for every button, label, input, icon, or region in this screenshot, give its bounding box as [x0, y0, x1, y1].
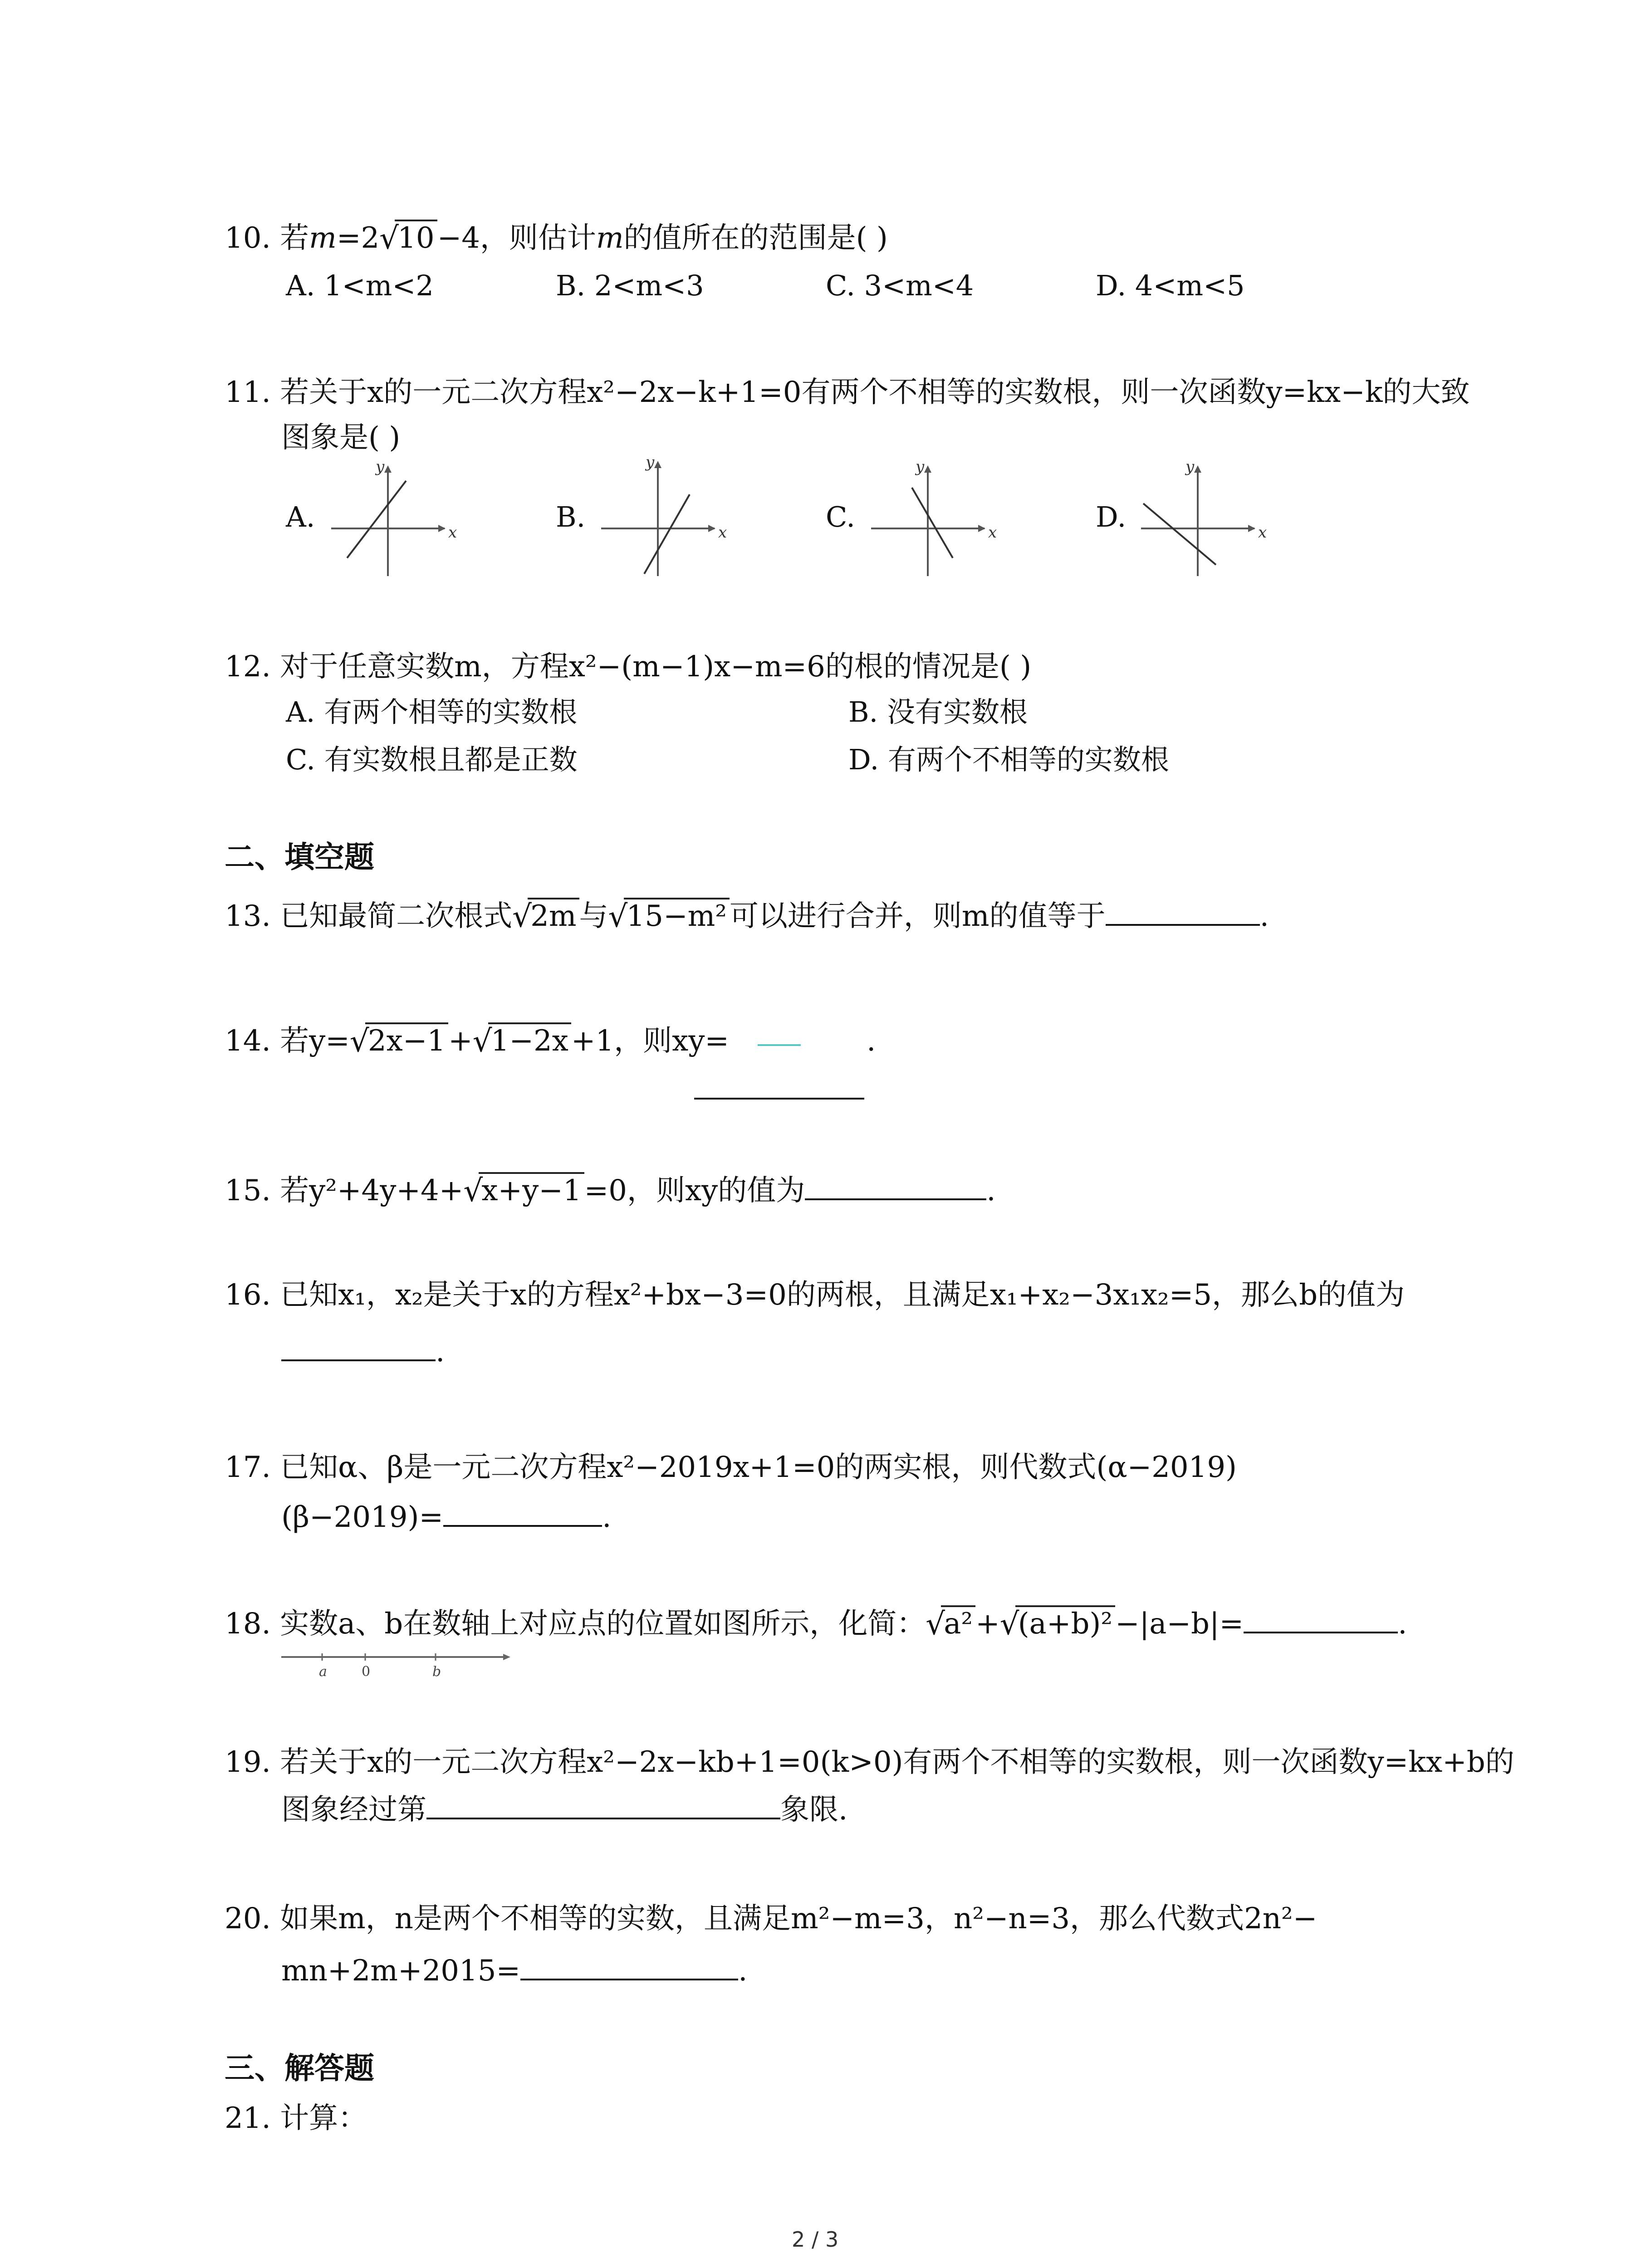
q12-option-c: C. 有实数根且都是正数 [286, 743, 578, 776]
q17-text: 已知α、β是一元二次方程x²−2019x+1=0的两实根，则代数式(α−2019) [280, 1451, 1237, 1484]
sqrt-symbol [379, 218, 437, 259]
q10-eq: =2 [336, 221, 380, 255]
q10-pre: 若 [280, 221, 309, 255]
x-label: x [448, 523, 457, 542]
q14-end: . [867, 1024, 876, 1058]
q14-teal-dash [758, 1044, 801, 1046]
q17-end: . [602, 1501, 612, 1534]
q18-pre: 实数a、b在数轴上对应点的位置如图所示，化简： [280, 1607, 926, 1641]
q18-radicand-2: (a+b)² [1015, 1605, 1115, 1641]
sqrt-symbol [473, 1021, 571, 1061]
q19-line2 [281, 1789, 847, 1830]
y-label: y [1185, 458, 1195, 476]
q16-answer-blank[interactable] [281, 1332, 436, 1361]
number-line-arrow-icon [503, 1654, 510, 1660]
q15-radicand: x+y−1 [479, 1172, 584, 1207]
y-axis-arrow-icon [654, 461, 661, 468]
q11-option-b: B. [556, 500, 586, 533]
q14-radicand-2: 1−2x [488, 1022, 571, 1058]
q13-answer-blank[interactable] [1106, 897, 1260, 926]
q11-stem-line1 [225, 372, 1470, 413]
q14-answer-blank[interactable] [694, 1098, 864, 1100]
q11-graph-d [1136, 454, 1273, 581]
q20-number: 20. [225, 1902, 271, 1936]
q19-number: 19. [225, 1745, 271, 1779]
q14-radicand-1: 2x−1 [365, 1022, 448, 1058]
q15-end: . [986, 1174, 996, 1207]
q13-pre: 已知最简二次根式 [280, 899, 513, 933]
q13-radicand-2: 15−m² [624, 898, 730, 933]
sqrt-symbol [463, 1170, 584, 1211]
q20-end: . [738, 1954, 748, 1988]
q17-number: 17. [225, 1451, 271, 1484]
q11-option-a: A. [286, 500, 315, 533]
y-label: y [916, 458, 925, 476]
section-fill-in-heading: 二、填空题 [225, 840, 374, 875]
q16-text: 已知x₁，x₂是关于x的方程x²+bx−3=0的两根，且满足x₁+x₂−3x₁x₂=5，那么b的值为 [280, 1278, 1405, 1312]
sqrt-symbol [926, 1603, 975, 1644]
q10-option-b: B. 2<m<3 [556, 269, 704, 302]
q12-text: 对于任意实数m，方程x²−(m−1)x−m=6的根的情况是( ) [280, 650, 1032, 684]
q14-plus: + [448, 1024, 473, 1058]
q13-radicand-1: 2m [528, 898, 579, 933]
x-axis-arrow-icon [708, 525, 715, 532]
q11-stem-line2: 图象是( ) [281, 421, 401, 455]
q15-answer-blank[interactable] [805, 1171, 986, 1200]
q10-post: −4，则估计 [437, 221, 596, 255]
q20-text: 如果m，n是两个不相等的实数，且满足m²−m=3，n²−n=3，那么代数式2n²− [280, 1902, 1318, 1936]
y-axis-arrow-icon [384, 465, 392, 473]
q18-number: 18. [225, 1607, 271, 1641]
section-solve-heading: 三、解答题 [225, 2051, 374, 2086]
x-label: x [988, 523, 997, 542]
q12-option-b: B. 没有实数根 [848, 695, 1028, 728]
q17-text-line2: (β−2019)= [281, 1501, 444, 1534]
q14-number: 14. [225, 1024, 271, 1058]
q16-line2 [281, 1331, 445, 1372]
x-axis-arrow-icon [438, 525, 446, 532]
q17-line2 [281, 1497, 611, 1538]
q11-graph-c [867, 454, 1003, 581]
q10-option-d: D. 4<m<5 [1096, 269, 1245, 302]
q19-answer-blank[interactable] [426, 1790, 780, 1819]
q16-stem [225, 1275, 1405, 1315]
y-label: y [376, 458, 385, 476]
q12-number: 12. [225, 650, 271, 684]
y-axis-arrow-icon [924, 465, 931, 473]
q20-text-line2: mn+2m+2015= [281, 1954, 521, 1988]
label-a: a [319, 1664, 327, 1680]
q10-tail: 的值所在的范围是( ) [623, 221, 888, 255]
q10-option-c: C. 3<m<4 [826, 269, 974, 302]
q11-text: 若关于x的一元二次方程x²−2x−k+1=0有两个不相等的实数根，则一次函数y=kx−k的大致 [280, 376, 1470, 409]
sqrt-symbol [1000, 1603, 1115, 1644]
q15-stem [225, 1170, 996, 1211]
q19-text-line2: 图象经过第 [281, 1793, 426, 1827]
q15-post: =0，则xy的值为 [584, 1174, 805, 1207]
x-label: x [1258, 523, 1267, 542]
q12-option-a: A. 有两个相等的实数根 [286, 695, 578, 728]
q17-stem [225, 1447, 1237, 1488]
x-axis-arrow-icon [978, 525, 985, 532]
q14-stem [225, 1021, 729, 1061]
q19-stem [225, 1742, 1514, 1783]
q13-post: 可以进行合并，则m的值等于 [729, 899, 1106, 933]
q10-option-a: A. 1<m<2 [286, 269, 434, 302]
q21-text: 计算： [280, 2102, 367, 2135]
function-line [912, 488, 953, 558]
y-label: y [646, 453, 655, 471]
q20-stem [225, 1898, 1317, 1939]
q11-option-c: C. [826, 500, 855, 533]
q16-number: 16. [225, 1278, 271, 1312]
q11-number: 11. [225, 376, 271, 409]
q18-radicand-1: a² [941, 1605, 975, 1641]
q18-end: . [1398, 1607, 1407, 1641]
x-label: x [718, 523, 727, 542]
q18-number-line [279, 1644, 515, 1685]
q15-number: 15. [225, 1174, 271, 1207]
q14-post: +1，则xy= [571, 1024, 730, 1058]
sqrt-symbol [350, 1021, 448, 1061]
sqrt-symbol [608, 896, 730, 937]
function-line [1143, 503, 1216, 565]
q10-var-m2: m [596, 221, 624, 255]
sqrt-symbol [512, 896, 579, 937]
page-number: 2 / 3 [792, 2227, 839, 2252]
y-axis-arrow-icon [1194, 465, 1201, 473]
q19-text: 若关于x的一元二次方程x²−2x−kb+1=0(k>0)有两个不相等的实数根，则一次函数y=kx+b的 [280, 1745, 1514, 1779]
q18-plus: + [975, 1607, 1000, 1641]
q12-option-d: D. 有两个不相等的实数根 [848, 743, 1169, 776]
q10-radicand: 10 [395, 220, 437, 255]
x-axis-arrow-icon [1248, 525, 1255, 532]
function-line [347, 481, 406, 558]
q15-pre: 若y²+4y+4+ [280, 1174, 464, 1207]
label-0: 0 [362, 1664, 371, 1680]
q10-stem [225, 218, 888, 259]
q10-number: 10. [225, 221, 271, 255]
q11-graph-a [327, 454, 463, 581]
q16-end: . [436, 1335, 445, 1369]
q17-answer-blank[interactable] [443, 1498, 602, 1527]
q11-graph-b [597, 449, 733, 581]
q13-mid: 与 [579, 899, 608, 933]
label-b: b [432, 1664, 441, 1680]
q20-line2 [281, 1950, 747, 1991]
q20-answer-blank[interactable] [520, 1951, 738, 1980]
function-line [644, 494, 690, 574]
q18-post: −|a−b|= [1115, 1607, 1244, 1641]
q10-var-m: m [309, 221, 337, 255]
q21-stem [225, 2098, 367, 2139]
q11-option-d: D. [1096, 500, 1127, 533]
q18-stem [225, 1603, 1407, 1644]
q12-stem [225, 646, 1031, 687]
q13-stem [225, 896, 1269, 937]
q21-number: 21. [225, 2102, 271, 2135]
q13-number: 13. [225, 899, 271, 933]
q13-end: . [1259, 899, 1269, 933]
q18-answer-blank[interactable] [1244, 1604, 1398, 1633]
q14-pre: 若y= [280, 1024, 350, 1058]
q19-end: 象限. [780, 1793, 848, 1827]
